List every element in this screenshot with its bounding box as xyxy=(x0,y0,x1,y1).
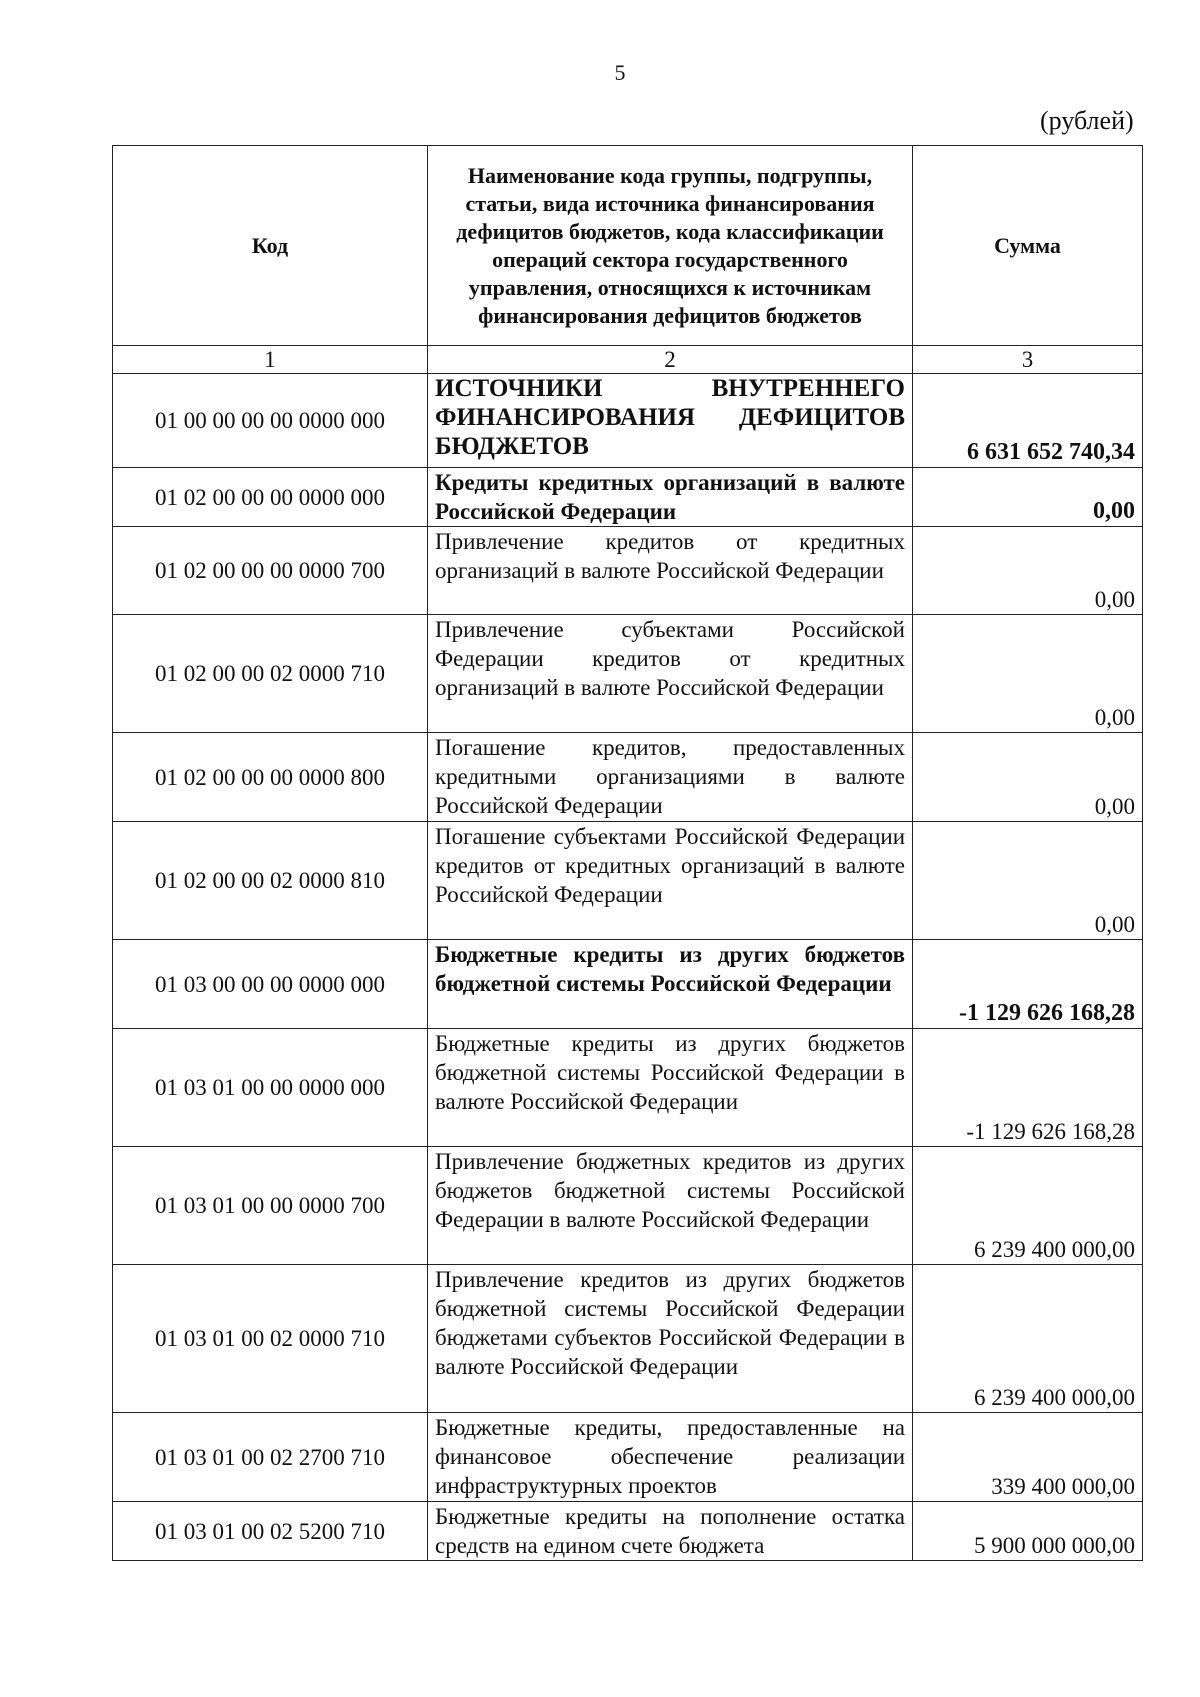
table-row xyxy=(113,615,1143,733)
row-code: 01 03 01 00 02 5200 710 xyxy=(113,1502,428,1561)
column-number: 3 xyxy=(913,346,1143,374)
row-sum: 0,00 xyxy=(913,468,1143,527)
row-sum: 6 239 400 000,00 xyxy=(913,1265,1143,1413)
row-sum: -1 129 626 168,28 xyxy=(913,1029,1143,1147)
page-number: 5 xyxy=(614,60,626,85)
row-code: 01 02 00 00 02 0000 710 xyxy=(113,615,428,733)
row-sum: 5 900 000 000,00 xyxy=(913,1502,1143,1561)
row-code: 01 02 00 00 00 0000 800 xyxy=(113,733,428,822)
row-code: 01 02 00 00 00 0000 000 xyxy=(113,468,428,527)
table-header-row xyxy=(113,146,1143,346)
table-row xyxy=(113,1265,1143,1413)
table-row xyxy=(113,1029,1143,1147)
row-sum: 6 631 652 740,34 xyxy=(913,374,1143,468)
budget-sources-table xyxy=(112,145,1143,1561)
row-code: 01 03 00 00 00 0000 000 xyxy=(113,940,428,1029)
table-row xyxy=(113,733,1143,822)
row-name: Привлечение субъектами Российской Федерации кредитов от кредитных организаций в валюте Российской Федерации xyxy=(428,615,913,733)
table-row xyxy=(113,1502,1143,1561)
row-name: ИСТОЧНИКИ ВНУТРЕННЕГО ФИНАНСИРОВАНИЯ ДЕФИЦИТОВ БЮДЖЕТОВ xyxy=(428,374,913,468)
row-sum: 0,00 xyxy=(913,733,1143,822)
table-row xyxy=(113,468,1143,527)
table-row xyxy=(113,822,1143,940)
table-row xyxy=(113,1147,1143,1265)
header-code: Код xyxy=(113,146,428,346)
row-code: 01 03 01 00 02 0000 710 xyxy=(113,1265,428,1413)
column-number: 2 xyxy=(428,346,913,374)
column-number-row xyxy=(113,346,1143,374)
table-row xyxy=(113,374,1143,468)
row-sum: 339 400 000,00 xyxy=(913,1413,1143,1502)
row-sum: 6 239 400 000,00 xyxy=(913,1147,1143,1265)
row-code: 01 03 01 00 00 0000 000 xyxy=(113,1029,428,1147)
table-row xyxy=(113,1413,1143,1502)
row-code: 01 02 00 00 02 0000 810 xyxy=(113,822,428,940)
row-name: Бюджетные кредиты, предоставленные на финансовое обеспечение реализации инфраструктурных проектов xyxy=(428,1413,913,1502)
row-sum: 0,00 xyxy=(913,822,1143,940)
row-name: Привлечение кредитов от кредитных организаций в валюте Российской Федерации xyxy=(428,527,913,615)
row-sum: 0,00 xyxy=(913,527,1143,615)
row-code: 01 02 00 00 00 0000 700 xyxy=(113,527,428,615)
row-name: Погашение субъектами Российской Федерации кредитов от кредитных организаций в валюте Российской Федерации xyxy=(428,822,913,940)
row-name: Привлечение бюджетных кредитов из других бюджетов бюджетной системы Российской Федерации в валюте Российской Федерации xyxy=(428,1147,913,1265)
row-sum: -1 129 626 168,28 xyxy=(913,940,1143,1029)
table-row xyxy=(113,527,1143,615)
column-number: 1 xyxy=(113,346,428,374)
row-code: 01 03 01 00 00 0000 700 xyxy=(113,1147,428,1265)
header-sum: Сумма xyxy=(913,146,1143,346)
row-name: Бюджетные кредиты из других бюджетов бюджетной системы Российской Федерации xyxy=(428,940,913,1029)
row-code: 01 03 01 00 02 2700 710 xyxy=(113,1413,428,1502)
row-sum: 0,00 xyxy=(913,615,1143,733)
row-name: Кредиты кредитных организаций в валюте Российской Федерации xyxy=(428,468,913,527)
row-name: Погашение кредитов, предоставленных кредитными организациями в валюте Российской Федерации xyxy=(428,733,913,822)
row-name: Бюджетные кредиты из других бюджетов бюджетной системы Российской Федерации в валюте Российской Федерации xyxy=(428,1029,913,1147)
table-row xyxy=(113,940,1143,1029)
row-name: Привлечение кредитов из других бюджетов бюджетной системы Российской Федерации бюджетами субъектов Российской Федерации в валюте Российской Федерации xyxy=(428,1265,913,1413)
row-name: Бюджетные кредиты на пополнение остатка средств на едином счете бюджета xyxy=(428,1502,913,1561)
row-code: 01 00 00 00 00 0000 000 xyxy=(113,374,428,468)
units-label: (рублей) xyxy=(1040,106,1134,135)
header-name: Наименование кода группы, подгруппы, статьи, вида источника финансирования дефицитов бюджетов, кода классификации операций сектора государственного управления, относящихся к источникам финансирования дефицитов бюджетов xyxy=(428,146,913,346)
